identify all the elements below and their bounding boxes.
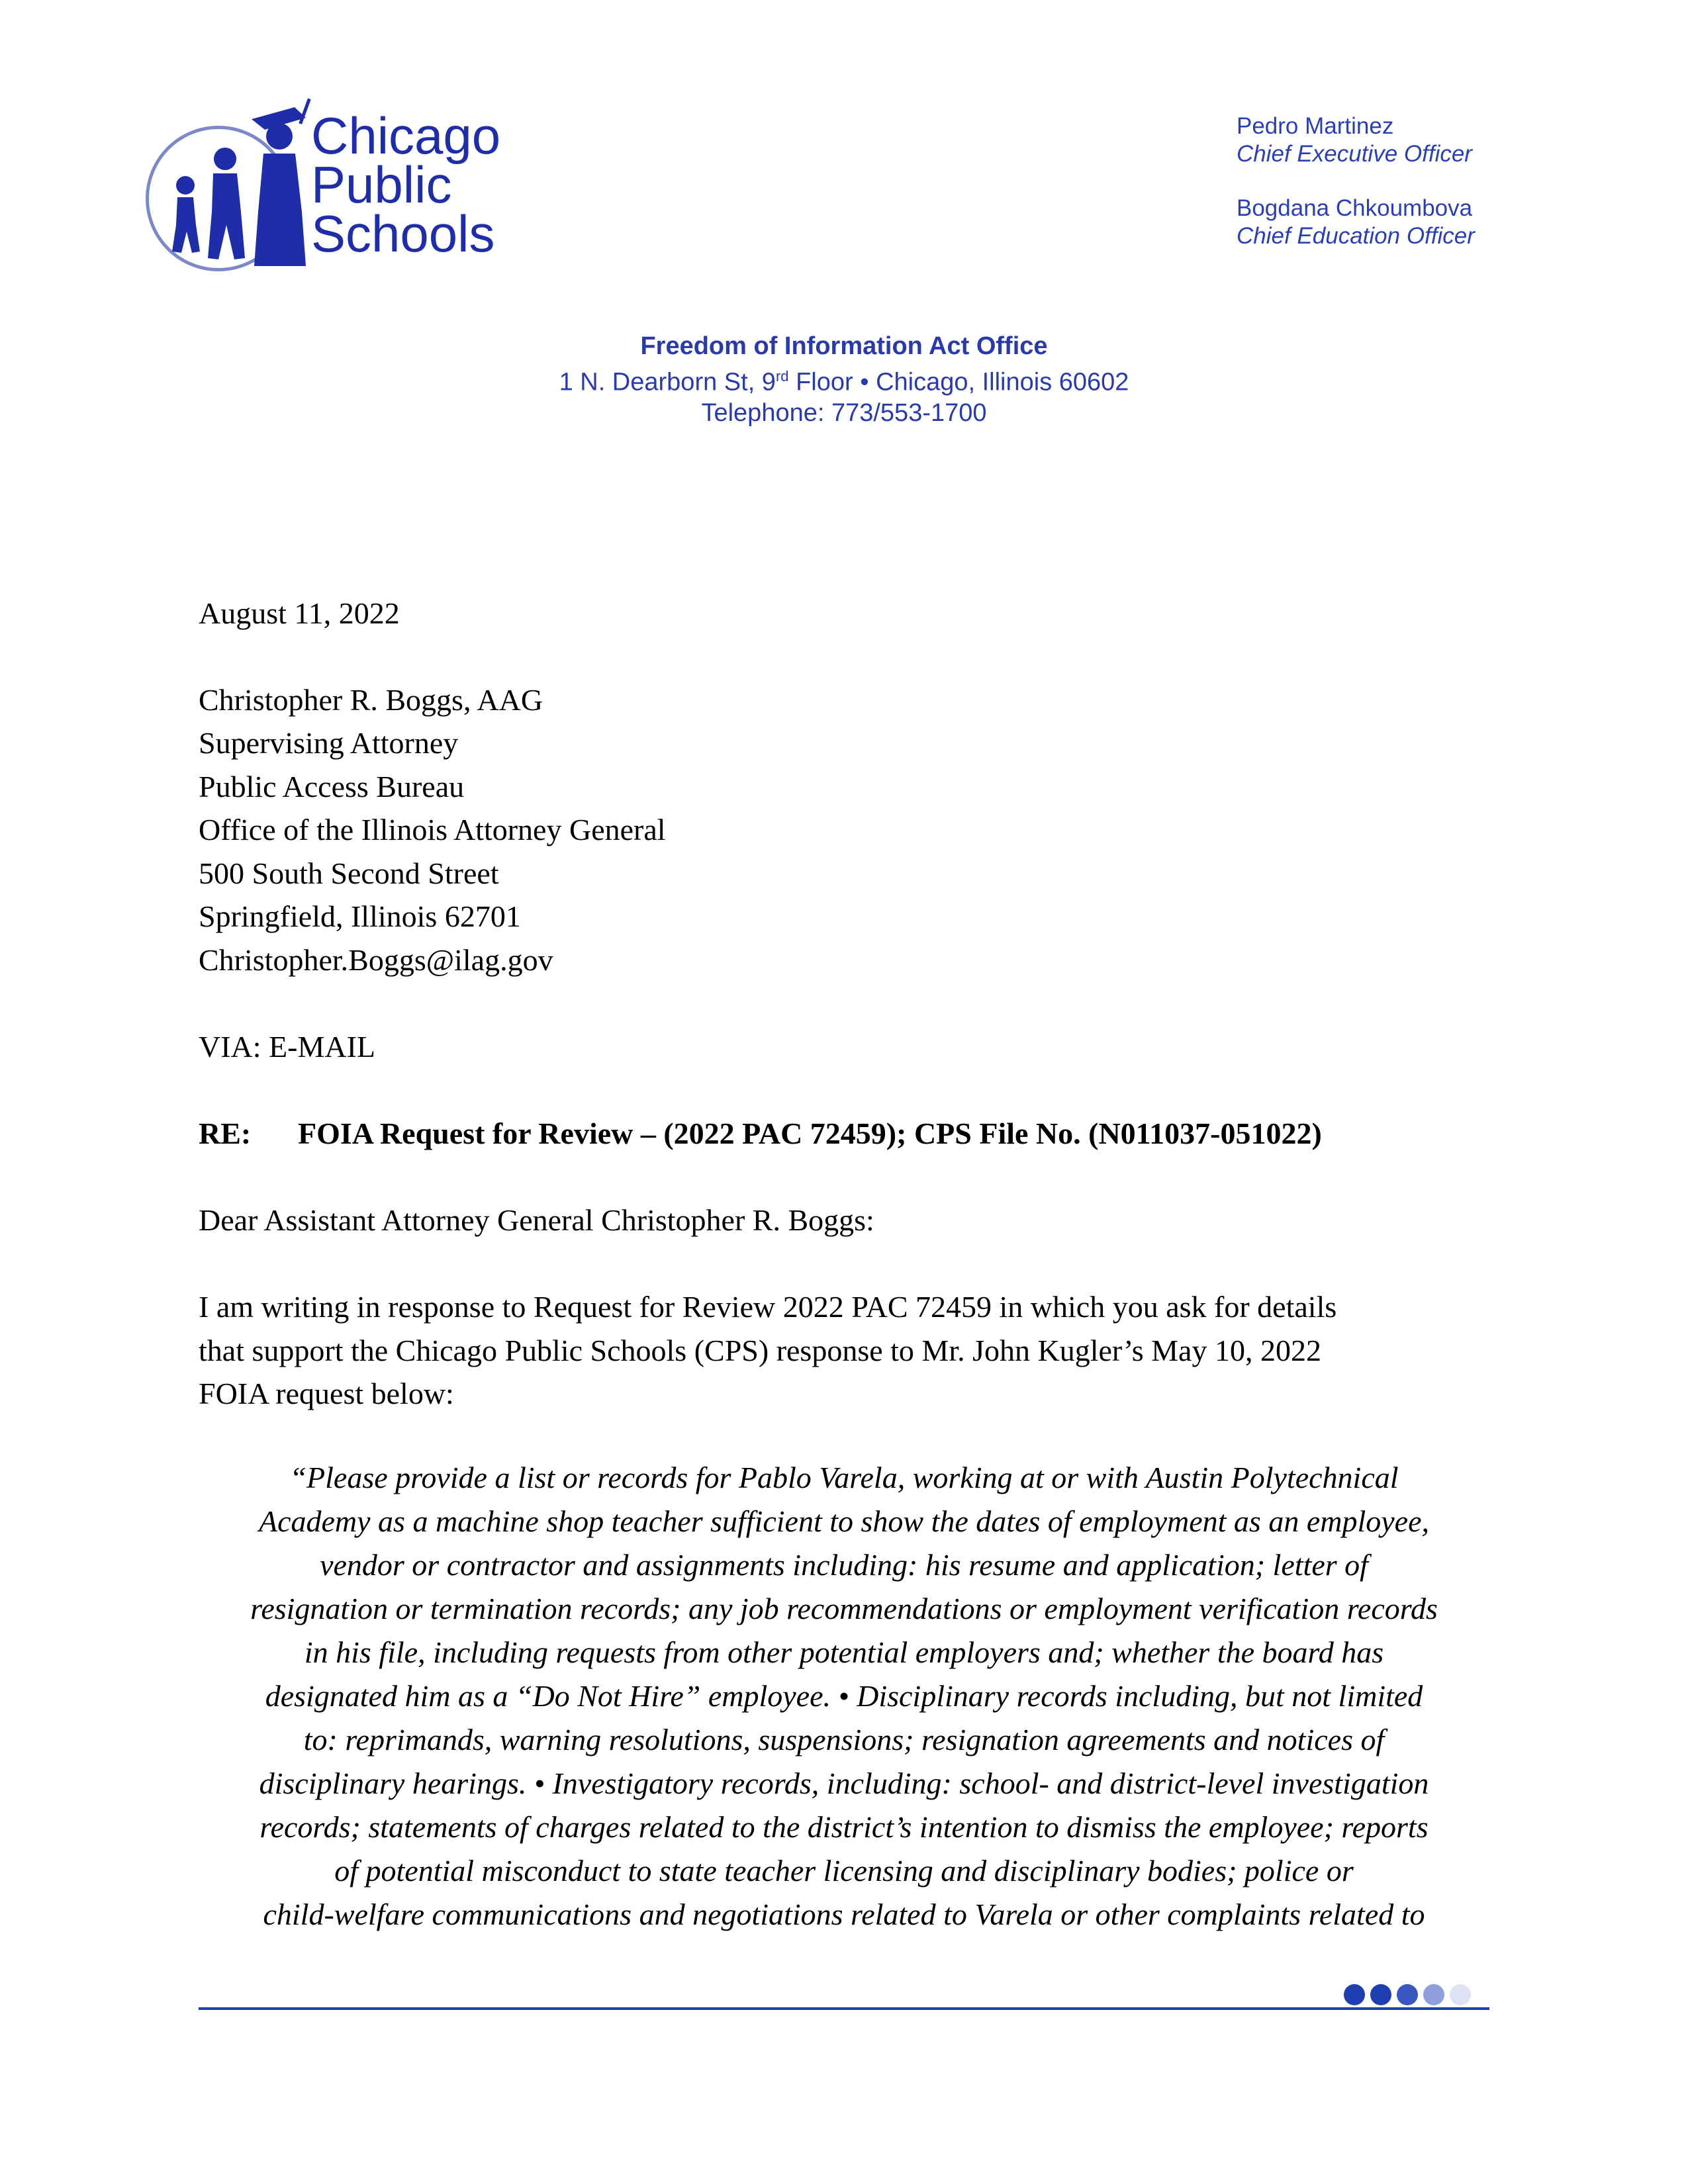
- intro-line: FOIA request below:: [199, 1377, 454, 1410]
- officer-title: Chief Education Officer: [1237, 223, 1475, 249]
- officer-title: Chief Executive Officer: [1237, 141, 1472, 167]
- footer-rule: [199, 2007, 1489, 2010]
- subject-label: RE:: [199, 1116, 252, 1150]
- subject-text: FOIA Request for Review – (2022 PAC 72459); CPS File No. (N011037-051022): [298, 1116, 1322, 1150]
- quote-line: of potential misconduct to state teacher licensing and disciplinary bodies; police or: [334, 1854, 1354, 1888]
- quote-line: vendor or contractor and assignments including: his resume and application; letter of: [320, 1548, 1368, 1582]
- quote-line: records; statements of charges related to the district’s intention to dismiss the employee; reports: [259, 1810, 1429, 1844]
- cps-logo: [146, 93, 543, 278]
- logo-figures-icon: [152, 93, 324, 278]
- address-ordinal: rd: [775, 368, 789, 385]
- footer-dot: [1344, 1984, 1365, 2005]
- logo-wordmark: [311, 107, 501, 263]
- quote-line: child-welfare communications and negotiations related to Varela or other complaints related to: [263, 1897, 1425, 1931]
- intro-line: that support the Chicago Public Schools (CPS) response to Mr. John Kugler’s May 10, 2022: [199, 1334, 1321, 1367]
- footer-dot: [1423, 1984, 1444, 2005]
- office-name: Freedom of Information Act Office: [640, 332, 1048, 360]
- quote-line: to: reprimands, warning resolutions, suspensions; resignation agreements and notices of: [303, 1723, 1385, 1756]
- recipient-line: Office of the Illinois Attorney General: [199, 813, 666, 846]
- logo-line-1: Chicago: [311, 107, 501, 165]
- letter-date: August 11, 2022: [199, 596, 400, 630]
- officer-ceo-education: [1237, 195, 1475, 250]
- address-part: 1 N. Dearborn St, 9: [559, 368, 776, 396]
- footer-dot: [1450, 1984, 1471, 2005]
- recipient-line: Supervising Attorney: [199, 726, 459, 760]
- footer-dot: [1370, 1984, 1391, 2005]
- recipient-line: Public Access Bureau: [199, 770, 465, 803]
- address-part: Floor • Chicago, Illinois 60602: [788, 368, 1129, 396]
- recipient-line: Springfield, Illinois 62701: [199, 899, 521, 933]
- office-address: [0, 361, 1688, 398]
- quote-line: designated him as a “Do Not Hire” employee. • Disciplinary records including, but not limited: [265, 1679, 1423, 1713]
- quoted-request: [199, 1456, 1489, 1936]
- office-telephone: Telephone: 773/553-1700: [701, 398, 987, 427]
- logo-line-2: Public: [311, 156, 452, 214]
- quote-line: Academy as a machine shop teacher sufficient to show the dates of employment as an employee,: [258, 1504, 1430, 1538]
- recipient-line: 500 South Second Street: [199, 856, 499, 890]
- officer-list: [1237, 113, 1475, 277]
- logo-line-3: Schools: [311, 205, 495, 263]
- intro-line: I am writing in response to Request for Review 2022 PAC 72459 in which you ask for details: [199, 1290, 1337, 1324]
- quote-line: in his file, including requests from other potential employers and; whether the board has: [304, 1635, 1384, 1669]
- officer-name: Bogdana Chkoumbova: [1237, 195, 1473, 221]
- recipient-line: Christopher R. Boggs, AAG: [199, 683, 543, 717]
- officer-name: Pedro Martinez: [1237, 113, 1394, 139]
- quote-line: disciplinary hearings. • Investigatory records, including: school- and district-level investigation: [259, 1766, 1429, 1800]
- officer-ceo: [1237, 113, 1475, 168]
- subject-line: [199, 1116, 1489, 1151]
- quote-line: “Please provide a list or records for Pablo Varela, working at or with Austin Polytechnical: [289, 1461, 1399, 1494]
- office-heading: [0, 331, 1688, 428]
- delivery-method: VIA: E-MAIL: [199, 1030, 375, 1064]
- quote-line: resignation or termination records; any job recommendations or employment verification records: [250, 1592, 1438, 1625]
- footer-dot: [1397, 1984, 1418, 2005]
- salutation: Dear Assistant Attorney General Christopher R. Boggs:: [199, 1203, 874, 1237]
- recipient-email: Christopher.Boggs@ilag.gov: [199, 943, 553, 977]
